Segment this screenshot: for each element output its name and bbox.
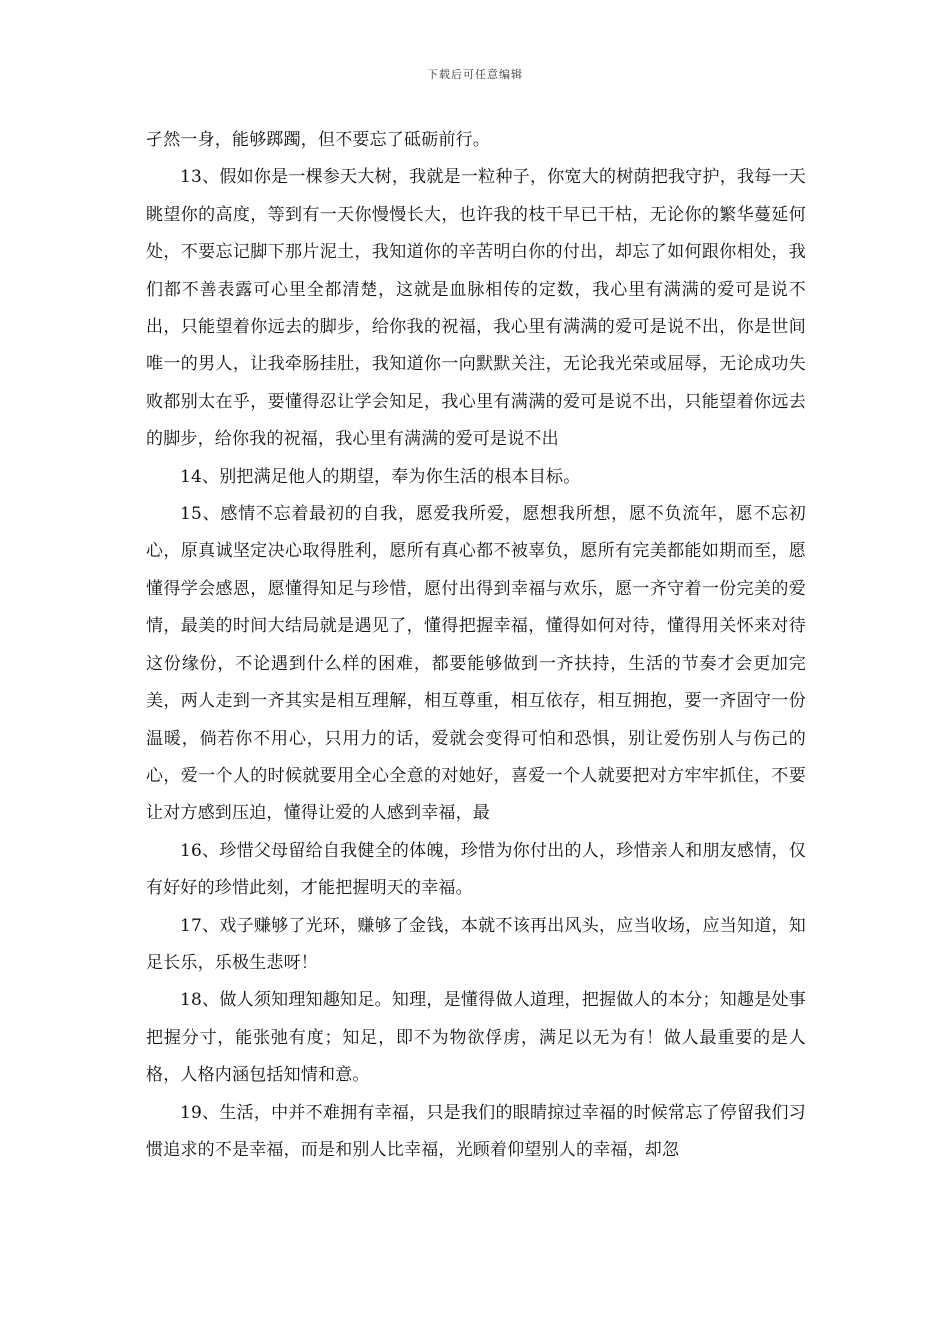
- paragraph-continuation: 孑然一身，能够踯躅，但不要忘了砥砺前行。: [146, 130, 490, 150]
- document-body: [146, 122, 806, 1169]
- paragraph-13: 13、假如你是一棵参天大树，我就是一粒种子，你宽大的树荫把我守护，我每一天眺望你的高度，等到有一天你慢慢长大，也许我的枝干早已干枯，无论你的繁华蔓延何处，不要忘记脚下那片泥土，我知道你的辛苦明白你的付出，却忘了如何跟你相处，我们都不善表露可心里全都清楚，这就是血脉相传的定数，我心里有满满的爱可是说不出，只能望着你远去的脚步，给你我的祝福，我心里有满满的爱可是说不出，你是世间唯一的男人，让我牵肠挂肚，我知道你一向默默关注，无论我光荣或屈辱，无论成功失败都别太在乎，要懂得忍让学会知足，我心里有满满的爱可是说不出，只能望着你远去的脚步，给你我的祝福，我心里有满满的爱可是说不出: [146, 167, 806, 450]
- paragraph-19: 19、生活，中并不难拥有幸福，只是我们的眼睛掠过幸福的时候常忘了停留我们习惯追求的不是幸福，而是和别人比幸福，光顾着仰望别人的幸福，却忽: [146, 1102, 806, 1160]
- paragraph-15: 15、感情不忘着最初的自我，愿爱我所爱，愿想我所想，愿不负流年，愿不忘初心，原真诚坚定决心取得胜利，愿所有真心都不被辜负，愿所有完美都能如期而至，愿懂得学会感恩，愿懂得知足与珍惜，愿付出得到幸福与欢乐，愿一齐守着一份完美的爱情，最美的时间大结局就是遇见了，懂得把握幸福，懂得如何对待，懂得用关怀来对待这份缘份，不论遇到什么样的困难，都要能够做到一齐扶持，生活的节奏才会更加完美，两人走到一齐其实是相互理解，相互尊重，相互依存，相互拥抱，要一齐固守一份温暖，倘若你不用心，只用力的话，爱就会变得可怕和恐惧，别让爱伤别人与伤己的心，爱一个人的时候就要用全心全意的对她好，喜爱一个人就要把对方牢牢抓住，不要让对方感到压迫，懂得让爱的人感到幸福，最: [146, 504, 806, 824]
- paragraph-14: 14、别把满足他人的期望，奉为你生活的根本目标。: [180, 466, 581, 487]
- paragraph-18: 18、做人须知理知趣知足。知理，是懂得做人道理，把握做人的本分；知趣是处事把握分寸，能张弛有度；知足，即不为物欲俘虏，满足以无为有！做人最重要的是人格，人格内涵包括知情和意。: [146, 990, 806, 1086]
- paragraph-16: 16、珍惜父母留给自我健全的体魄，珍惜为你付出的人，珍惜亲人和朋友感情，仅有好好的珍惜此刻，才能把握明天的幸福。: [146, 840, 806, 899]
- paragraph-17: 17、戏子赚够了光环，赚够了金钱，本就不该再出风头，应当收场，应当知道，知足长乐，乐极生悲呀！: [146, 915, 806, 973]
- page-header: 下载后可任意编辑: [427, 68, 523, 81]
